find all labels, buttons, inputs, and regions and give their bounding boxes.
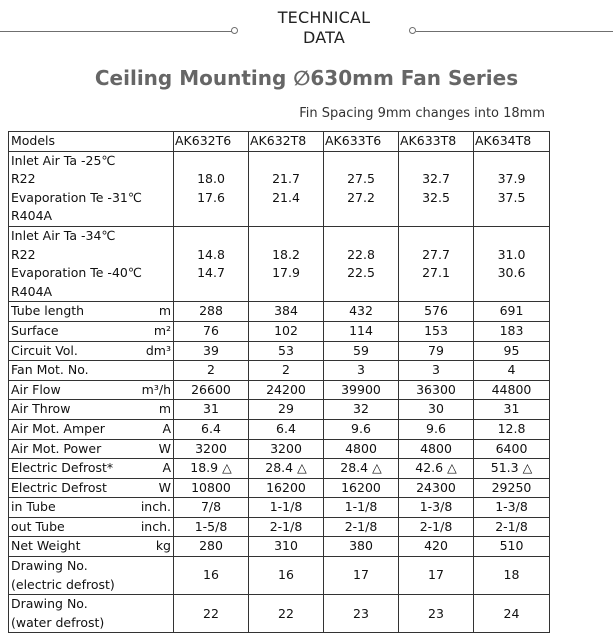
value-cell: 1-3/8	[399, 498, 474, 518]
value-cell: 95	[474, 341, 550, 361]
value-cell: 31	[474, 400, 550, 420]
value-r22: 27.5	[347, 171, 375, 187]
value-cell: 9.6	[399, 419, 474, 439]
value-cell: 53	[249, 341, 324, 361]
value-cell: 6.4	[174, 419, 249, 439]
value-r22: 14.8	[197, 246, 225, 262]
row-label-cell	[9, 400, 174, 420]
header-rule-right	[416, 31, 613, 32]
capacity-cell	[324, 226, 399, 301]
value-r404a: 17.6	[197, 189, 225, 205]
value-cell: 3200	[174, 439, 249, 459]
value-cell: 1-5/8	[174, 517, 249, 537]
capacity-cell	[174, 226, 249, 301]
row-label-cell	[9, 459, 174, 479]
value-cell: 4800	[399, 439, 474, 459]
value-cell: 288	[174, 302, 249, 322]
table-row	[9, 361, 550, 381]
model-header-cell: AK632T6	[174, 132, 249, 152]
value-cell: 79	[399, 341, 474, 361]
series-title: Ceiling Mounting ∅630mm Fan Series	[94, 66, 519, 90]
value-cell: 42.6 △	[399, 459, 474, 479]
drawing-row-electric	[9, 557, 550, 595]
row-label-cell	[9, 380, 174, 400]
value-cell: 2-1/8	[324, 517, 399, 537]
condition-line: Evaporation Te -31℃	[11, 189, 142, 205]
condition-line: R404A	[11, 208, 53, 224]
drawing-number-cell: 17	[324, 557, 399, 595]
value-cell: 26600	[174, 380, 249, 400]
row-label-cell	[9, 419, 174, 439]
value-cell: 310	[249, 537, 324, 557]
value-cell: 2-1/8	[474, 517, 550, 537]
models-header-cell: Models	[9, 132, 174, 152]
condition-line: R404A	[11, 283, 53, 299]
row-unit: W	[158, 479, 171, 495]
drawing-number-cell: 23	[324, 595, 399, 633]
value-cell: 280	[174, 537, 249, 557]
value-cell: 59	[324, 341, 399, 361]
row-label: Air Throw	[11, 401, 71, 417]
row-label: Air Mot. Power	[11, 440, 102, 456]
row-unit: W	[158, 440, 171, 456]
value-r22: 32.7	[422, 171, 450, 187]
drawing-label-cell	[9, 557, 174, 595]
row-unit: m³/h	[141, 381, 171, 397]
value-cell: 691	[474, 302, 550, 322]
value-cell: 6.4	[249, 419, 324, 439]
value-cell: 153	[399, 321, 474, 341]
value-cell: 16200	[249, 478, 324, 498]
row-label: Electric Defrost	[11, 479, 107, 495]
drawing-number-cell: 22	[249, 595, 324, 633]
value-r404a: 17.9	[272, 265, 300, 281]
row-unit: inch.	[140, 518, 171, 534]
condition-line: Inlet Air Ta -25℃	[11, 152, 116, 168]
value-cell: 12.8	[474, 419, 550, 439]
value-cell: 380	[324, 537, 399, 557]
row-label: Fan Mot. No.	[11, 362, 89, 378]
value-cell: 51.3 △	[474, 459, 550, 479]
value-cell: 1-3/8	[474, 498, 550, 518]
capacity-cell	[474, 226, 550, 301]
drawing-number-cell: 16	[174, 557, 249, 595]
row-unit: kg	[155, 538, 171, 554]
value-cell: 39	[174, 341, 249, 361]
capacity-cell	[249, 226, 324, 301]
value-cell: 29250	[474, 478, 550, 498]
value-cell: 102	[249, 321, 324, 341]
model-header-cell: AK633T6	[324, 132, 399, 152]
condition-line: R22	[11, 246, 36, 262]
condition-line: Evaporation Te -40℃	[11, 265, 142, 281]
value-cell: 39900	[324, 380, 399, 400]
row-label: Net Weight	[11, 538, 81, 554]
value-r22: 37.9	[497, 171, 526, 187]
row-label: Tube length	[11, 303, 85, 319]
capacity-cell	[474, 151, 550, 226]
value-r404a: 30.6	[497, 265, 526, 281]
value-cell: 44800	[474, 380, 550, 400]
row-label: in Tube	[11, 499, 56, 515]
row-label: Circuit Vol.	[11, 342, 78, 358]
value-cell: 16200	[324, 478, 399, 498]
row-unit: dm³	[145, 342, 171, 358]
table-row	[9, 439, 550, 459]
row-label-cell	[9, 498, 174, 518]
value-cell: 432	[324, 302, 399, 322]
model-header-cell: AK633T8	[399, 132, 474, 152]
technical-data-heading	[250, 8, 398, 48]
row-label: out Tube	[11, 518, 65, 534]
drawing-number-cell: 22	[174, 595, 249, 633]
value-r404a: 27.1	[422, 265, 450, 281]
heading-line-1: TECHNICAL	[277, 8, 371, 27]
row-label: Electric Defrost*	[11, 460, 114, 476]
table-row	[9, 302, 550, 322]
capacity-row-cond2	[9, 226, 550, 301]
table-row	[9, 537, 550, 557]
row-unit: inch.	[140, 499, 171, 515]
value-cell: 10800	[174, 478, 249, 498]
row-label-cell	[9, 537, 174, 557]
value-cell: 2	[249, 361, 324, 381]
value-r22: 18.0	[197, 171, 225, 187]
condition-line: Inlet Air Ta -34℃	[11, 227, 116, 243]
drawing-label-line: (electric defrost)	[11, 576, 115, 592]
value-r22: 31.0	[497, 246, 526, 262]
value-cell: 28.4 △	[324, 459, 399, 479]
value-cell: 3	[399, 361, 474, 381]
value-cell: 2-1/8	[249, 517, 324, 537]
header-rule-right-dot	[409, 27, 416, 34]
row-label: Air Mot. Amper	[11, 420, 105, 436]
row-label: Surface	[11, 322, 59, 338]
capacity-cell	[324, 151, 399, 226]
value-cell: 3200	[249, 439, 324, 459]
value-cell: 576	[399, 302, 474, 322]
value-cell: 420	[399, 537, 474, 557]
model-header-cell: AK634T8	[474, 132, 550, 152]
table-row	[9, 498, 550, 518]
row-label-cell	[9, 302, 174, 322]
table-row	[9, 400, 550, 420]
row-label-cell	[9, 439, 174, 459]
value-cell: 183	[474, 321, 550, 341]
value-cell: 1-1/8	[249, 498, 324, 518]
value-cell: 2-1/8	[399, 517, 474, 537]
table-row	[9, 459, 550, 479]
row-unit: m	[158, 401, 171, 417]
value-cell: 76	[174, 321, 249, 341]
value-cell: 510	[474, 537, 550, 557]
row-unit: A	[162, 460, 171, 476]
value-cell: 114	[324, 321, 399, 341]
value-cell: 36300	[399, 380, 474, 400]
drawing-row-water	[9, 595, 550, 633]
value-r404a: 27.2	[347, 189, 375, 205]
drawing-label-line: Drawing No.	[11, 596, 88, 612]
condition-label-cell	[9, 226, 174, 301]
row-label-cell	[9, 517, 174, 537]
value-cell: 6400	[474, 439, 550, 459]
capacity-row-cond1	[9, 151, 550, 226]
value-cell: 32	[324, 400, 399, 420]
capacity-cell	[174, 151, 249, 226]
table-row	[9, 341, 550, 361]
drawing-number-cell: 18	[474, 557, 550, 595]
row-label-cell	[9, 321, 174, 341]
value-cell: 24300	[399, 478, 474, 498]
table-row	[9, 478, 550, 498]
value-r22: 27.7	[422, 246, 450, 262]
table-row	[9, 321, 550, 341]
value-cell: 30	[399, 400, 474, 420]
drawing-number-cell: 17	[399, 557, 474, 595]
row-label-cell	[9, 341, 174, 361]
capacity-cell	[249, 151, 324, 226]
row-unit: m	[158, 303, 171, 319]
value-cell: 31	[174, 400, 249, 420]
capacity-cell	[399, 151, 474, 226]
value-cell: 2	[174, 361, 249, 381]
header-rule-left-dot	[231, 27, 238, 34]
value-cell: 9.6	[324, 419, 399, 439]
value-cell: 4800	[324, 439, 399, 459]
value-r404a: 22.5	[347, 265, 375, 281]
table-header-row	[9, 132, 550, 152]
row-unit: A	[162, 420, 171, 436]
drawing-label-cell	[9, 595, 174, 633]
drawing-number-cell: 16	[249, 557, 324, 595]
value-r22: 22.8	[347, 246, 375, 262]
table-row	[9, 380, 550, 400]
condition-label-cell	[9, 151, 174, 226]
value-cell: 3	[324, 361, 399, 381]
heading-line-2: DATA	[302, 28, 346, 47]
row-unit: m²	[153, 322, 171, 338]
condition-line: R22	[11, 171, 36, 187]
value-cell: 28.4 △	[249, 459, 324, 479]
table-row	[9, 517, 550, 537]
value-r22: 21.7	[272, 171, 300, 187]
value-cell: 29	[249, 400, 324, 420]
row-label-cell	[9, 361, 174, 381]
value-r404a: 14.7	[197, 265, 225, 281]
value-cell: 18.9 △	[174, 459, 249, 479]
row-label-cell	[9, 478, 174, 498]
row-label: Air Flow	[11, 381, 61, 397]
value-cell: 1-1/8	[324, 498, 399, 518]
value-cell: 7/8	[174, 498, 249, 518]
value-r404a: 37.5	[497, 189, 526, 205]
drawing-label-line: (water defrost)	[11, 614, 105, 630]
capacity-cell	[399, 226, 474, 301]
value-r404a: 21.4	[272, 189, 300, 205]
drawing-number-cell: 24	[474, 595, 550, 633]
value-r404a: 32.5	[422, 189, 450, 205]
value-cell: 4	[474, 361, 550, 381]
drawing-number-cell: 23	[399, 595, 474, 633]
table-row	[9, 419, 550, 439]
value-r22: 18.2	[272, 246, 300, 262]
value-cell: 384	[249, 302, 324, 322]
header-rule-left	[0, 31, 232, 32]
value-cell: 24200	[249, 380, 324, 400]
drawing-label-line: Drawing No.	[11, 558, 88, 574]
fin-spacing-note: Fin Spacing 9mm changes into 18mm	[299, 106, 545, 121]
model-header-cell: AK632T8	[249, 132, 324, 152]
technical-data-table	[8, 131, 550, 633]
